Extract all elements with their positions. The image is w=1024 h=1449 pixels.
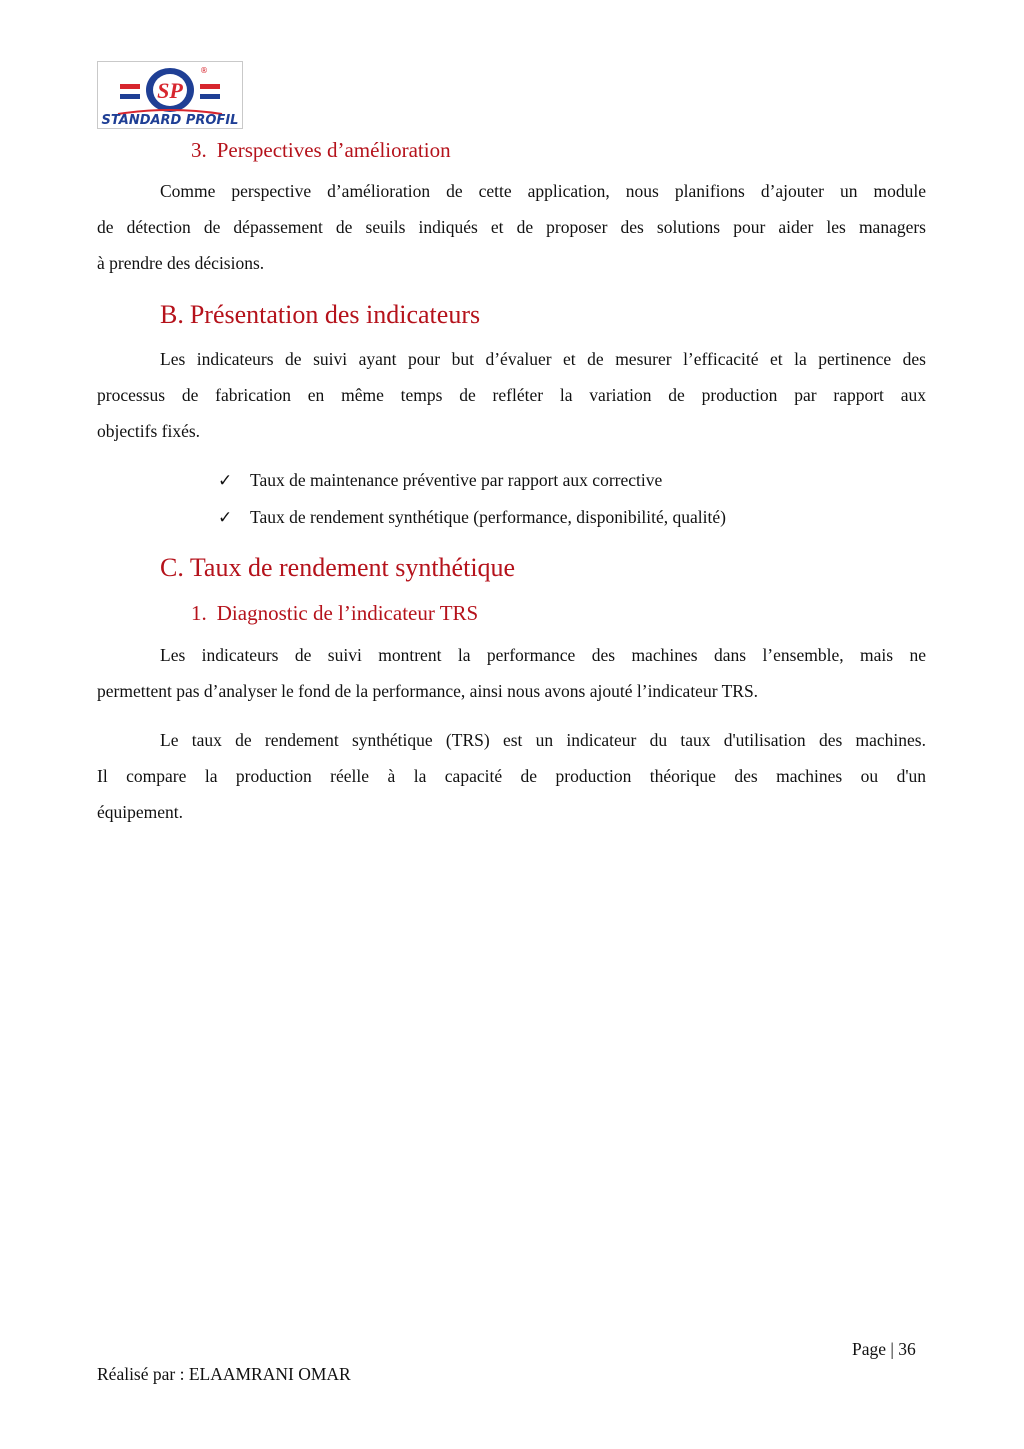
heading-presentation-indicateurs: B. Présentation des indicateurs: [160, 300, 481, 329]
paragraph-diagnostic: Les indicateurs de suivi montrent la performance des machines dans l’ensemble, mais ne permettent pas d’analyser le fond de la performance, ainsi nous avons ajouté l’indicateur TRS.: [97, 645, 926, 701]
page-number: Page | 36: [852, 1339, 916, 1359]
svg-text:SP: SP: [157, 78, 183, 103]
svg-text:STANDARD PROFIL: STANDARD PROFIL: [101, 113, 239, 128]
checkmark-icon: ✓: [218, 471, 233, 491]
indicator-list: [218, 462, 726, 536]
checkmark-icon: ✓: [218, 508, 233, 528]
list-item: ✓ Taux de rendement synthétique (performance, disponibilité, qualité): [218, 499, 726, 536]
list-item: ✓ Taux de maintenance préventive par rapport aux corrective: [218, 462, 726, 499]
standard-profil-logo-icon: [98, 62, 242, 128]
paragraph-perspectives: Comme perspective d’amélioration de cette application, nous planifions d’ajouter un module de détection de dépassement de seuils indiqués et de proposer des solutions pour aider les managers à prendre des décisions.: [97, 181, 926, 273]
svg-text:®: ®: [200, 66, 208, 75]
paragraph-indicateurs: Les indicateurs de suivi ayant pour but d’évaluer et de mesurer l’efficacité et la pertinence des processus de fabrication en même temps de refléter la variation de production par rapport aux objectifs fixés.: [97, 349, 926, 441]
company-logo: [97, 61, 243, 129]
heading-diagnostic-trs: 1. Diagnostic de l’indicateur TRS: [191, 601, 479, 625]
author-credit: Réalisé par : ELAAMRANI OMAR: [97, 1364, 351, 1384]
heading-perspectives: 3. Perspectives d’amélioration: [191, 138, 451, 162]
heading-taux-rendement: C. Taux de rendement synthétique: [160, 553, 516, 582]
paragraph-trs-definition: Le taux de rendement synthétique (TRS) est un indicateur du taux d'utilisation des machines. Il compare la production réelle à la capacité de production théorique des machines ou d'un équipement.: [97, 730, 926, 822]
